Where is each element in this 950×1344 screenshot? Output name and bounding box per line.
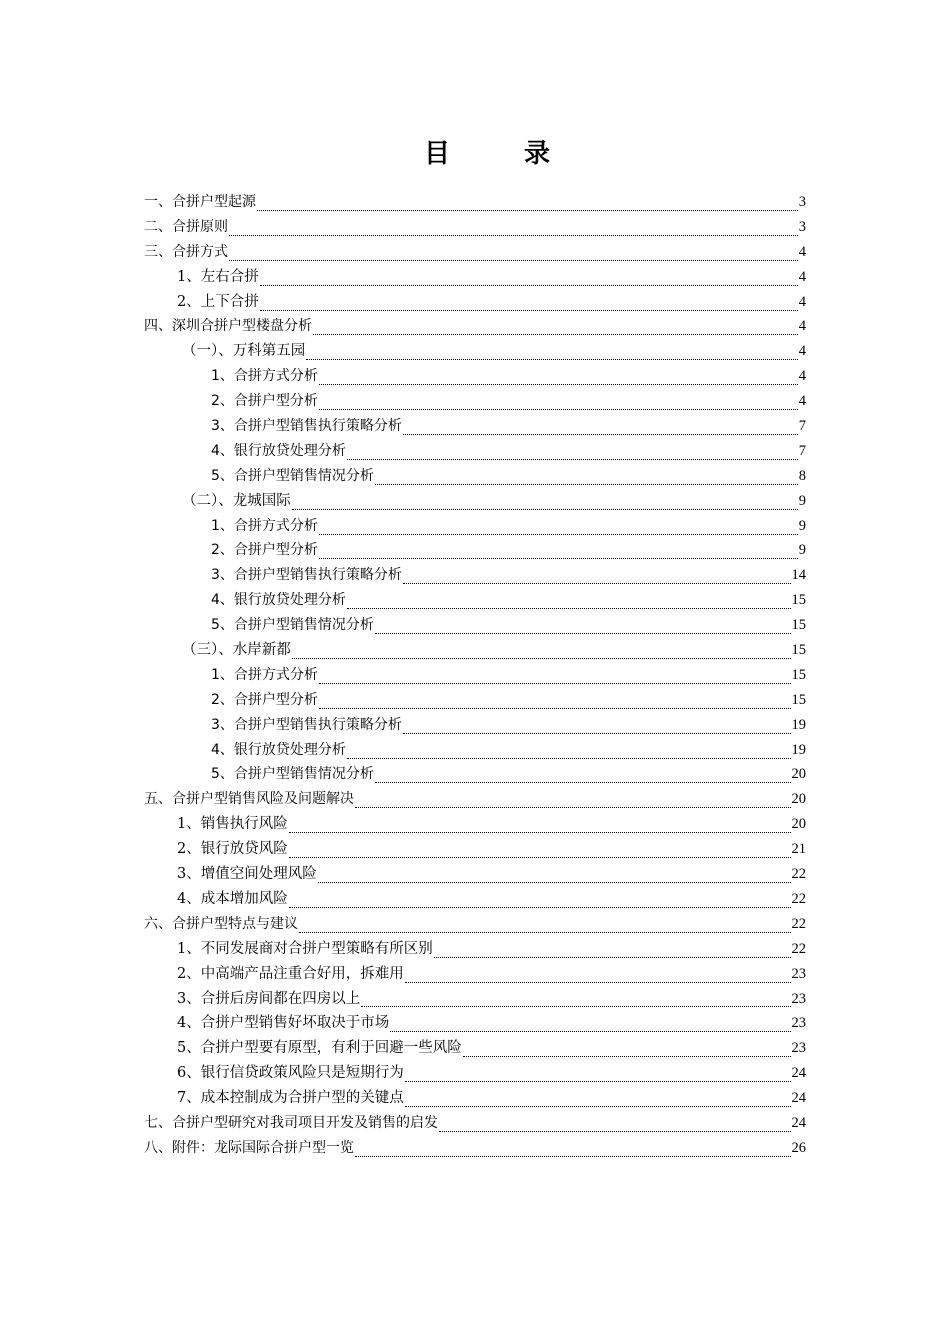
toc-page-number: 7 <box>798 442 806 459</box>
toc-page-number: 15 <box>791 642 806 659</box>
toc-dot-leader <box>257 198 798 211</box>
toc-entry-text: 四、深圳合拼户型楼盘分析 <box>144 318 312 335</box>
toc-entry[interactable] <box>144 663 806 688</box>
toc-entry[interactable] <box>144 190 806 215</box>
toc-entry-text: 1、不同发展商对合拼户型策略有所区别 <box>177 940 433 957</box>
toc-entry[interactable] <box>144 787 806 812</box>
toc-entry-text: 2、合拼户型分析 <box>211 393 318 410</box>
toc-dot-leader <box>289 820 791 833</box>
toc-dot-leader <box>355 795 791 808</box>
toc-page-number: 15 <box>791 691 806 708</box>
toc-entry[interactable] <box>144 713 806 738</box>
toc-entry[interactable] <box>144 987 806 1012</box>
toc-page-number: 22 <box>791 866 806 883</box>
toc-entry[interactable] <box>144 215 806 240</box>
toc-list <box>144 190 806 1161</box>
toc-entry-text: 3、合拼户型销售执行策略分析 <box>211 418 402 435</box>
toc-page-number: 9 <box>798 517 806 534</box>
toc-entry-text: 1、合拼方式分析 <box>211 368 318 385</box>
toc-page-number: 4 <box>798 393 806 410</box>
toc-page-number: 3 <box>798 218 806 235</box>
toc-entry-text: 4、合拼户型销售好坏取决于市场 <box>177 1015 390 1032</box>
toc-entry[interactable] <box>144 812 806 837</box>
toc-entry[interactable] <box>144 613 806 638</box>
toc-entry[interactable] <box>144 489 806 514</box>
toc-entry-text: 五、合拼户型销售风险及问题解决 <box>144 791 354 808</box>
toc-dot-leader <box>375 621 791 634</box>
toc-page-number: 4 <box>798 318 806 335</box>
toc-dot-leader <box>260 273 798 286</box>
toc-page-number: 9 <box>798 542 806 559</box>
toc-entry[interactable] <box>144 514 806 539</box>
toc-dot-leader <box>347 746 791 759</box>
toc-page-number: 4 <box>798 343 806 360</box>
toc-entry[interactable] <box>144 314 806 339</box>
toc-page-number: 8 <box>798 467 806 484</box>
toc-entry[interactable] <box>144 912 806 937</box>
toc-entry[interactable] <box>144 837 806 862</box>
toc-entry-text: （三）、水岸新都 <box>182 642 291 659</box>
toc-dot-leader <box>319 546 798 559</box>
toc-entry-text: 三、合拼方式 <box>144 243 228 260</box>
toc-page-number: 24 <box>791 1114 806 1131</box>
toc-page-number: 22 <box>791 890 806 907</box>
toc-entry[interactable] <box>144 290 806 315</box>
toc-entry-text: 5、合拼户型销售情况分析 <box>211 766 374 783</box>
toc-entry[interactable] <box>144 339 806 364</box>
toc-dot-leader <box>319 671 791 684</box>
toc-dot-leader <box>405 1069 791 1082</box>
toc-page-number: 24 <box>791 1090 806 1107</box>
toc-entry-text: 7、成本控制成为合拼户型的关键点 <box>177 1090 404 1107</box>
toc-page-number: 4 <box>798 268 806 285</box>
toc-page-number: 15 <box>791 617 806 634</box>
toc-entry[interactable] <box>144 439 806 464</box>
toc-page-number: 9 <box>798 492 806 509</box>
toc-dot-leader <box>289 845 791 858</box>
toc-dot-leader <box>289 895 791 908</box>
toc-dot-leader <box>306 347 798 360</box>
toc-entry-text: 1、合拼方式分析 <box>211 666 318 683</box>
toc-page-number: 19 <box>791 741 806 758</box>
toc-entry-text: 八、附件：龙际国际合拼户型一览 <box>144 1139 354 1156</box>
toc-dot-leader <box>405 1094 791 1107</box>
toc-entry[interactable] <box>144 563 806 588</box>
toc-entry-text: 5、合拼户型销售情况分析 <box>211 467 374 484</box>
toc-dot-leader <box>299 920 791 933</box>
toc-page-number: 22 <box>791 940 806 957</box>
toc-page-number: 4 <box>798 368 806 385</box>
toc-dot-leader <box>260 298 798 311</box>
toc-dot-leader <box>319 522 798 535</box>
toc-entry[interactable] <box>144 962 806 987</box>
toc-entry[interactable] <box>144 862 806 887</box>
toc-page-number: 23 <box>791 1040 806 1057</box>
toc-entry[interactable] <box>144 265 806 290</box>
toc-dot-leader <box>292 497 798 510</box>
toc-dot-leader <box>375 472 798 485</box>
toc-entry[interactable] <box>144 688 806 713</box>
toc-entry-text: （二）、龙城国际 <box>182 492 291 509</box>
toc-dot-leader <box>375 770 791 783</box>
toc-dot-leader <box>319 696 791 709</box>
toc-entry[interactable] <box>144 538 806 563</box>
toc-page-number: 24 <box>791 1065 806 1082</box>
toc-page-number: 7 <box>798 418 806 435</box>
toc-dot-leader <box>403 721 791 734</box>
toc-dot-leader <box>405 970 791 983</box>
toc-page-number: 21 <box>791 841 806 858</box>
toc-title: 目 录 <box>423 139 574 169</box>
toc-dot-leader <box>463 1044 791 1057</box>
toc-dot-leader <box>434 945 791 958</box>
toc-page-number: 23 <box>791 1015 806 1032</box>
toc-dot-leader <box>318 870 791 883</box>
toc-entry[interactable] <box>144 638 806 663</box>
toc-dot-leader <box>319 372 798 385</box>
toc-dot-leader <box>361 994 790 1007</box>
toc-entry[interactable] <box>144 887 806 912</box>
toc-dot-leader <box>292 646 791 659</box>
toc-entry[interactable] <box>144 1061 806 1086</box>
toc-entry[interactable] <box>144 1086 806 1111</box>
toc-entry-text: 5、合拼户型要有原型，有利于回避一些风险 <box>177 1040 462 1057</box>
toc-entry-text: 2、银行放贷风险 <box>177 841 288 858</box>
toc-entry[interactable] <box>144 389 806 414</box>
toc-dot-leader <box>313 322 798 335</box>
toc-entry-text: 3、合拼后房间都在四房以上 <box>177 990 361 1007</box>
toc-page-number: 22 <box>791 915 806 932</box>
toc-page-number: 20 <box>791 816 806 833</box>
toc-dot-leader <box>229 223 798 236</box>
toc-entry[interactable] <box>144 464 806 489</box>
toc-dot-leader <box>347 596 791 609</box>
toc-entry[interactable] <box>144 1036 806 1061</box>
toc-entry-text: 1、销售执行风险 <box>177 816 288 833</box>
toc-page-number: 4 <box>798 293 806 310</box>
toc-entry-text: 2、合拼户型分析 <box>211 542 318 559</box>
toc-page-number: 23 <box>791 965 806 982</box>
toc-entry-text: 一、合拼户型起源 <box>144 194 256 210</box>
toc-entry-text: 4、银行放贷处理分析 <box>211 592 346 609</box>
toc-entry[interactable] <box>144 414 806 439</box>
toc-page-number: 14 <box>791 567 806 584</box>
toc-page-number: 20 <box>791 766 806 783</box>
toc-entry[interactable] <box>144 364 806 389</box>
toc-entry-text: 5、合拼户型销售情况分析 <box>211 617 374 634</box>
toc-page-number: 20 <box>791 791 806 808</box>
toc-dot-leader <box>229 248 798 261</box>
toc-entry-text: 六、合拼户型特点与建议 <box>144 915 298 932</box>
toc-entry-text: 6、银行信贷政策风险只是短期行为 <box>177 1065 404 1082</box>
toc-page-number: 4 <box>798 243 806 260</box>
toc-entry[interactable] <box>144 588 806 613</box>
toc-entry[interactable] <box>144 1136 806 1161</box>
toc-entry-text: 1、左右合拼 <box>177 268 259 285</box>
toc-entry-text: 4、银行放贷处理分析 <box>211 442 346 459</box>
toc-entry-text: 4、银行放贷处理分析 <box>211 741 346 758</box>
toc-entry-text: 3、合拼户型销售执行策略分析 <box>211 716 402 733</box>
toc-entry-text: 1、合拼方式分析 <box>211 517 318 534</box>
toc-page-number: 23 <box>791 990 806 1007</box>
toc-dot-leader <box>403 422 798 435</box>
toc-entry-text: 2、中高端产品注重合好用，拆难用 <box>177 965 404 982</box>
toc-page-number: 15 <box>791 592 806 609</box>
toc-entry[interactable] <box>144 1111 806 1136</box>
toc-entry-text: 4、成本增加风险 <box>177 890 288 907</box>
toc-dot-leader <box>390 1019 790 1032</box>
toc-entry[interactable] <box>144 240 806 265</box>
toc-entry[interactable] <box>144 937 806 962</box>
toc-page-number: 3 <box>798 194 806 210</box>
toc-entry-text: 2、上下合拼 <box>177 293 259 310</box>
toc-entry[interactable] <box>144 738 806 763</box>
toc-entry[interactable] <box>144 762 806 787</box>
toc-entry-text: 2、合拼户型分析 <box>211 691 318 708</box>
toc-page-number: 15 <box>791 666 806 683</box>
toc-dot-leader <box>347 447 798 460</box>
toc-dot-leader <box>355 1144 791 1157</box>
toc-entry-text: 七、合拼户型研究对我司项目开发及销售的启发 <box>144 1114 438 1131</box>
toc-page-number: 19 <box>791 716 806 733</box>
toc-page-number: 26 <box>791 1139 806 1156</box>
toc-entry-text: 二、合拼原则 <box>144 218 228 235</box>
toc-entry-text: 3、增值空间处理风险 <box>177 866 317 883</box>
toc-dot-leader <box>403 571 791 584</box>
toc-entry[interactable] <box>144 1011 806 1036</box>
toc-dot-leader <box>439 1119 791 1132</box>
toc-entry-text: （一）、万科第五园 <box>182 343 306 360</box>
toc-dot-leader <box>319 397 798 410</box>
toc-entry-text: 3、合拼户型销售执行策略分析 <box>211 567 402 584</box>
